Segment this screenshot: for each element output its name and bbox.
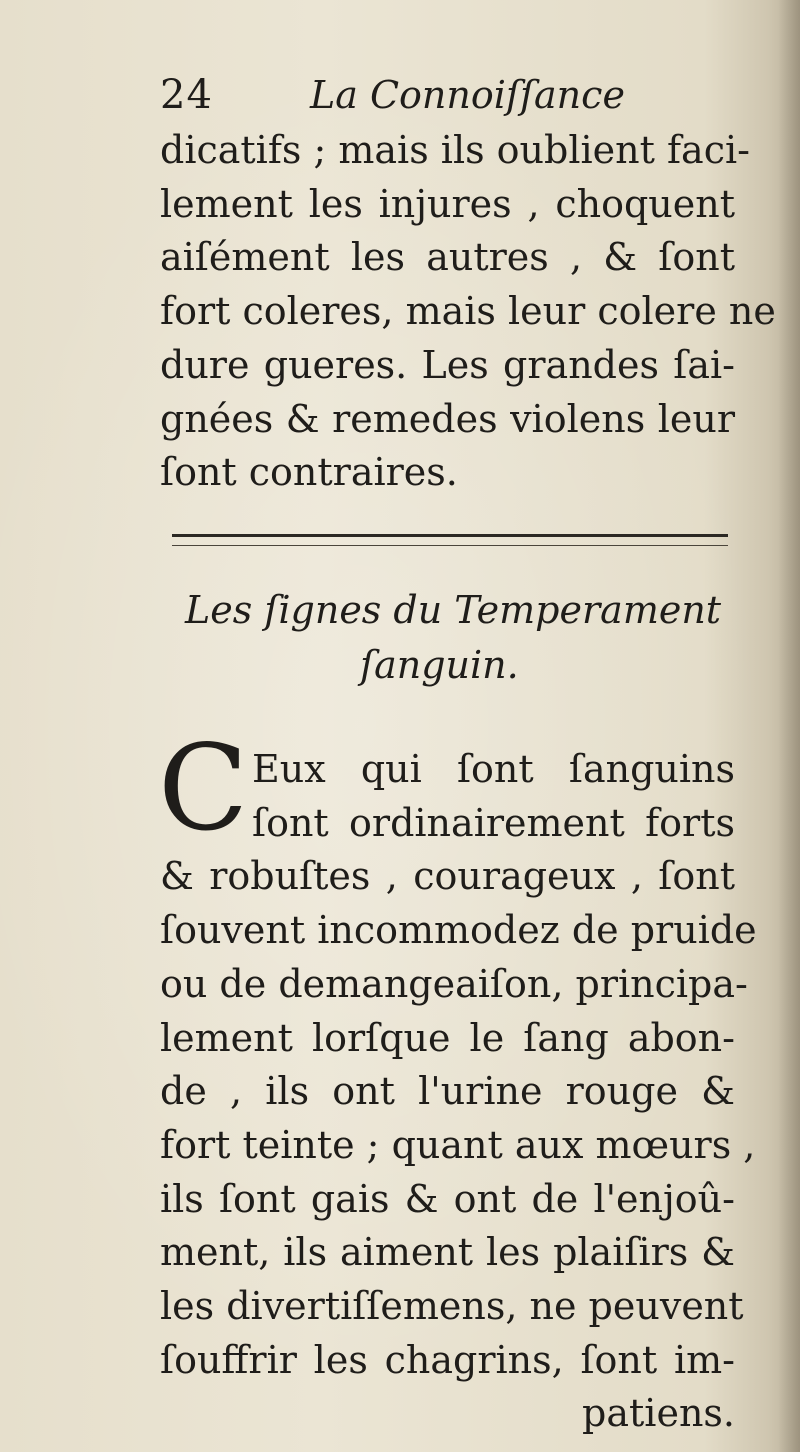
running-title: La Connoiſſance [310,73,625,117]
text-line: fort teinte ; quant aux mœurs , [160,1122,756,1167]
text-line: les divertiſſemens, ne peuvent [160,1284,744,1329]
text-line: lement lorſque le ſang abon- [160,1015,735,1060]
text-line: ment, ils aiment les plaiſirs & [160,1230,735,1275]
text-line: de , ils ont l'urine rouge & [160,1069,735,1114]
text-line: lement les injures , choquent [160,181,735,226]
text-line: ils ſont gais & ont de l'enjoû- [160,1176,735,1221]
text-line: aiſément les autres , & ſont [160,235,735,280]
text-line: ſont contraires. [160,450,458,495]
text-line: ſont ordinairement forts [252,800,735,845]
section-divider-rule [172,534,728,546]
text-line: gnées & remedes violens leur [160,396,735,441]
section-title-line: ſanguin. [360,643,519,687]
text-line: & robuſtes , courageux , ſont [160,854,735,899]
text-line: dicatifs ; mais ils oublient faci- [160,128,750,172]
text-line: ou de demangeaiſon, principa- [160,961,748,1006]
text-line: Eux qui ſont ſanguins [252,747,735,791]
body-paragraph [160,743,757,1441]
top-paragraph [160,124,776,500]
drop-cap: C [158,719,249,857]
page-number: 24 [160,72,213,118]
text-line: ſouffrir les chagrins, ſont im- [160,1337,735,1382]
running-head [160,70,630,120]
text-line: fort coleres, mais leur colere ne [160,289,776,334]
text-line: dure gueres. Les grandes ſai- [160,342,735,387]
catchword-line: patiens. [582,1391,735,1436]
section-heading [185,583,735,693]
section-title-line: Les ſignes du Temperament [185,588,722,632]
text-line: ſouvent incommodez de pruide [160,908,757,953]
